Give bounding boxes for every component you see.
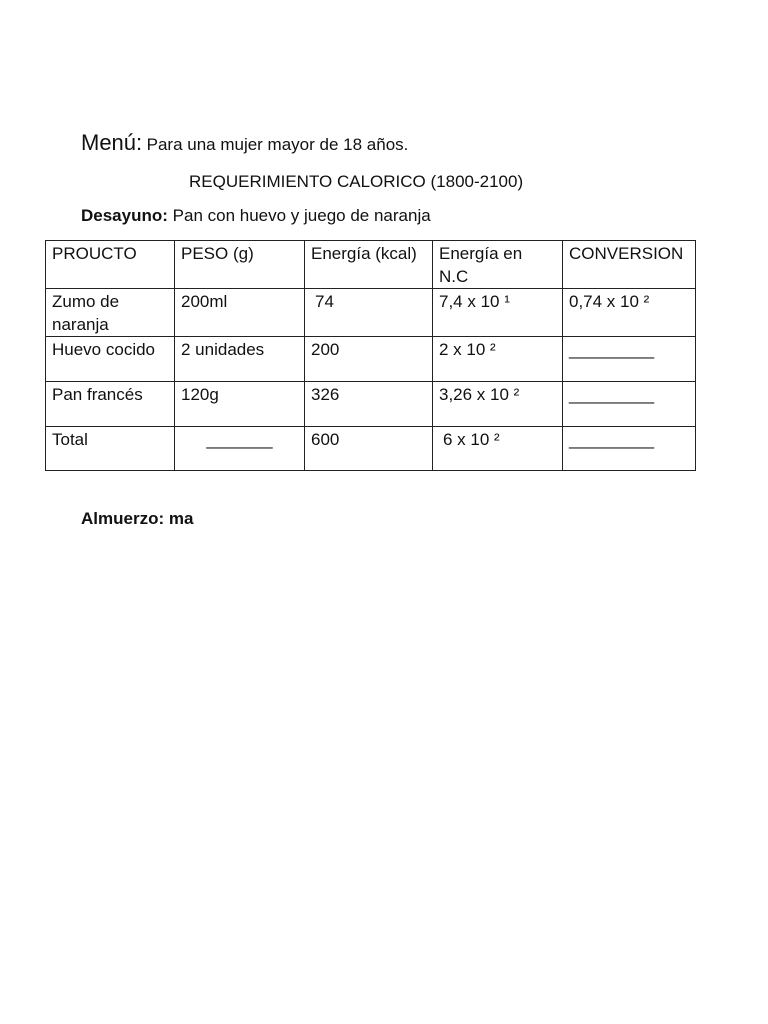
breakfast-description: Pan con huevo y juego de naranja — [172, 206, 431, 225]
table-cell: _______ — [175, 427, 305, 471]
header-energia-nc: Energía en N.C — [433, 241, 563, 289]
table-cell: 74 — [305, 289, 433, 337]
menu-label: Menú: — [81, 130, 143, 155]
header-peso: PESO (g) — [175, 241, 305, 289]
table-cell: 120g — [175, 382, 305, 427]
table-header-row — [46, 241, 696, 289]
table-cell: 2 x 10 ² — [433, 337, 563, 382]
table-cell: 0,74 x 10 ² — [563, 289, 696, 337]
table-cell: 200 — [305, 337, 433, 382]
breakfast-line — [81, 206, 431, 226]
caloric-requirement: REQUERIMIENTO CALORICO (1800-2100) — [189, 172, 524, 191]
table-cell: 600 — [305, 427, 433, 471]
header-producto: PROUCTO — [46, 241, 175, 289]
menu-subtitle: Para una mujer mayor de 18 años. — [146, 135, 409, 154]
table-row — [46, 382, 696, 427]
table-row — [46, 289, 696, 337]
header-energia-kcal: Energía (kcal) — [305, 241, 433, 289]
table-cell: Total — [46, 427, 175, 471]
table-cell: Pan francés — [46, 382, 175, 427]
lunch-label: Almuerzo: ma — [81, 509, 194, 528]
table-cell: 6 x 10 ² — [433, 427, 563, 471]
table-cell: _________ — [563, 337, 696, 382]
table-row — [46, 337, 696, 382]
table-cell: 326 — [305, 382, 433, 427]
header-conversion: CONVERSION — [563, 241, 696, 289]
table-cell: Huevo cocido — [46, 337, 175, 382]
breakfast-label: Desayuno: — [81, 206, 168, 225]
table-cell: _________ — [563, 382, 696, 427]
table-cell: 2 unidades — [175, 337, 305, 382]
table-cell: Zumo de naranja — [46, 289, 175, 337]
table-cell: 200ml — [175, 289, 305, 337]
table-cell: 7,4 x 10 ¹ — [433, 289, 563, 337]
menu-heading — [81, 130, 408, 156]
table-row — [46, 427, 696, 471]
table-cell: 3,26 x 10 ² — [433, 382, 563, 427]
breakfast-table — [45, 240, 696, 471]
table-cell: _________ — [563, 427, 696, 471]
